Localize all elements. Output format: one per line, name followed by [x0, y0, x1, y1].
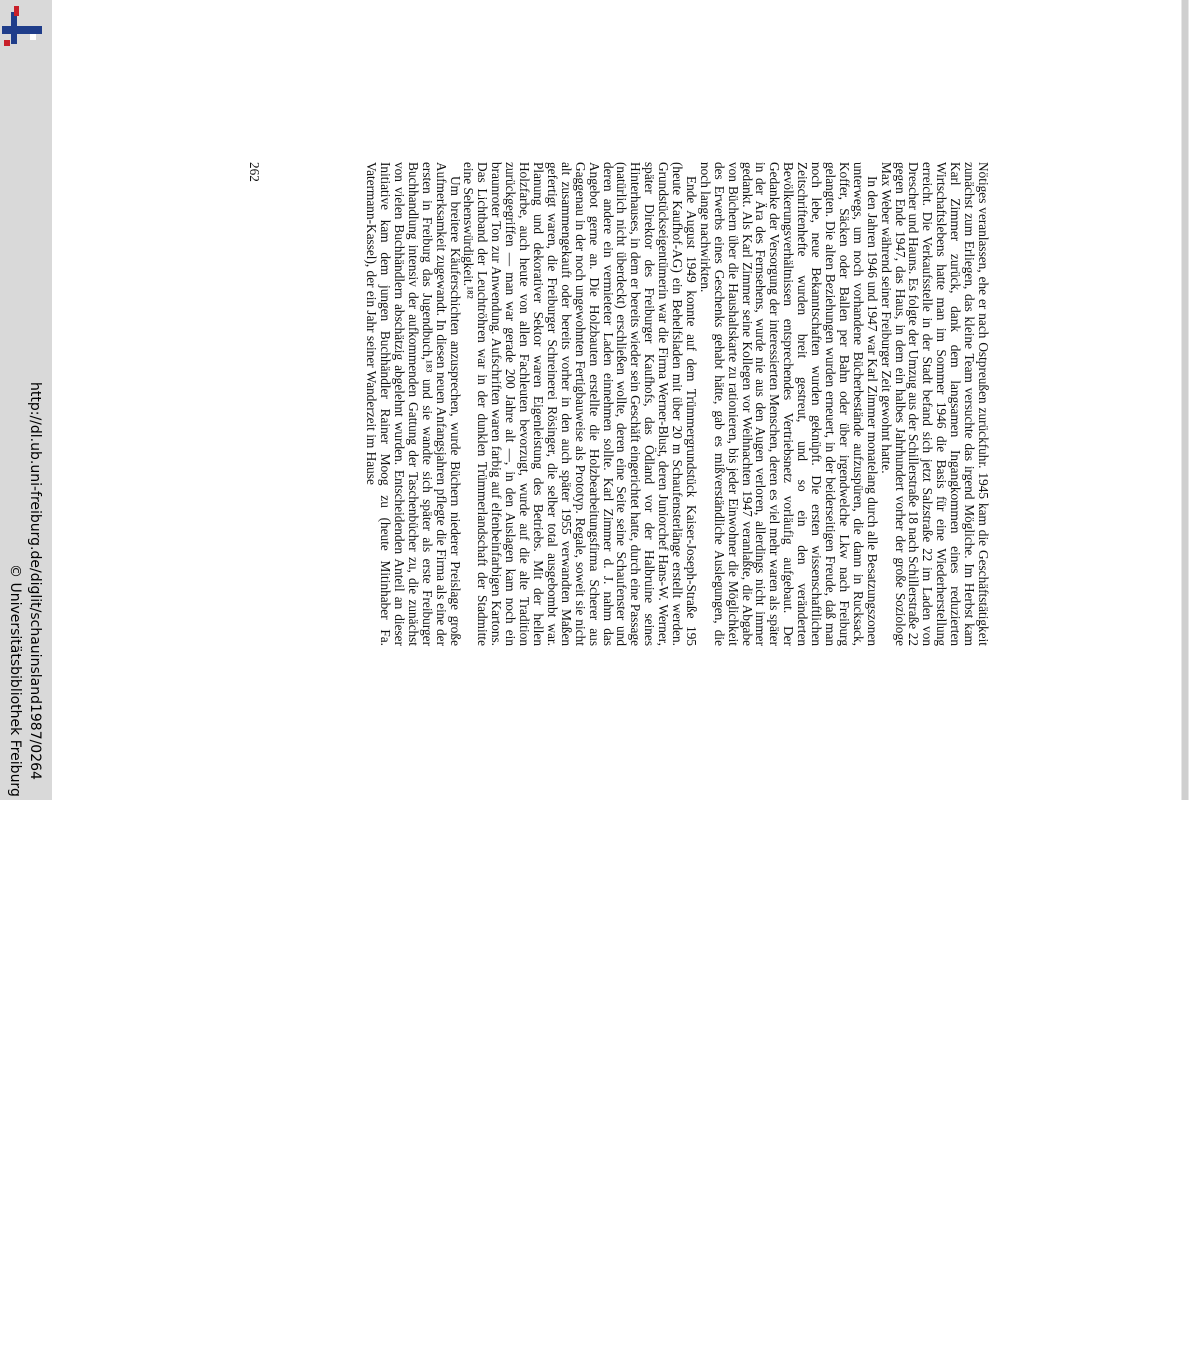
- paragraph-4: Um breitere Käuferschichten anzusprechen, wurde Büchern niederer Preislage große Aufmerksamkeit zugewandt. In diesen neuen Anfangsjahren pflegte die Firma als eine der ersten in Freiburg das Jugendbuch,¹⁸³ und sie wandte sich später als erste Freiburger Buchhandlung intensiv der aufkommenden Gattung der Taschenbücher zu, die zunächst von vielen Buchhändlern abschätzig abgelehnt wurden. Entscheidenden Anteil an dieser Initiative kam dem jungen Buchhändler Rainer Moog zu (heute Mitinhaber Fa. Vatermann-Kassel), der ein Jahr seiner Wanderzeit im Hause: [364, 162, 463, 646]
- paragraph-1: Nötiges veranlassen, ehe er nach Ostpreußen zurückfuhr. 1945 kam die Geschäftstätigkeit zunächst zum Erliegen, das kleine Team versuchte das irgend Mögliche. Im Herbst kam Karl Zimmer zurück, dank dem langsamen Ingangkommen eines reduzierten Wirtschaftslebens hatte man im Sommer 1946 die Basis für eine Wiederherstellung erreicht. Die Verkaufsstelle in der Stadt befand sich jetzt Salzstraße 22 im Laden von Drescher und Hauns. Es folgte der Umzug aus der Schillerstraße 18 nach Schillerstraße 22 gegen Ende 1947, das Haus, in dem ein halbes Jahrhundert vorher der große Soziologe Max Weber während seiner Freiburger Zeit gewohnt hatte.: [878, 162, 991, 646]
- vertical-scrollbar[interactable]: [1181, 0, 1189, 800]
- scrollbar-thumb[interactable]: [1182, 0, 1188, 800]
- copyright-notice: © Universitätsbibliothek Freiburg: [7, 564, 23, 797]
- viewer-sidebar: [0, 0, 52, 800]
- university-library-logo-icon: [2, 6, 42, 50]
- paragraph-3: Ende August 1949 konnte auf dem Trümmergrundstück Kaiser-Joseph-Straße 195 (heute Kaufhof-AG) ein Behelfsladen mit über 20 m Schaufensterlänge erstellt werden. Grundstückseigentümerin war die Firma Werner-Blust, deren Juniorchef Hans-W. Werner, später Direktor des Freiburger Kaufhofs, das Ödland vor der Halbruine seines Hinterhauses, in dem er bereits wieder sein Geschäft eingerichtet hatte, durch eine Passage (natürlich nicht überdeckt) erschließen wollte, deren eine Seite seine Schaufenster und deren andere ein vermieteter Laden einnehmen sollte. Karl Zimmer d. J. nahm das Angebot gerne an. Die Holzbauten erstellte die Holzbearbeitungsfirma Scherer aus Gaggenau in der noch ungewohnten Fertigbauweise als Prototyp. Regale, soweit sie nicht alt zusammengekauft oder bereits vorher in den auch später 1955 verwandten Maßen gefertigt waren, die Freiburger Schreinerei Rösinger, die selber total ausgebombt war. Planung und dekorativer Sektor waren Eigenleistung des Betriebs. Mit der hellen Holzfarbe, auch heute von allen Fachleuten bevorzugt, wurde auf die alte Tradition zurückgegriffen — man war gerade 200 Jahre alt —, in den Auslagen kam noch ein braunroter Ton zur Anwendung. Aufschriften waren farbig auf elfenbeinfarbigen Kartons. Das Lichtband der Leuchtröhren war in der dunklen Trümmerlandschaft der Stadmitte eine Sehenswürdigkeit.¹⁸²: [461, 162, 699, 646]
- page-text-block: [250, 162, 990, 646]
- page-number: 262: [247, 162, 262, 182]
- paragraph-2: In den Jahren 1946 und 1947 war Karl Zimmer monatelang durch alle Besatzungszonen unterwegs, um noch vorhandene Bücherbestände aufzuspüren, die dann in Rucksack, Koffer, Säcken oder Ballen per Bahn oder über irgendwelche Lkw nach Freiburg gelangten. Die alten Beziehungen wurden erneuert, in der beiderseitigen Freude, daß man noch lebe, neue Bekanntschaften wurden geknüpft. Die ersten wissenschaftlichen Zeitschriftenhefte wurden breit gestreut, und so ein den veränderten Bevölkerungsverhältnissen entsprechendes Vertriebsnetz vorläufig aufgebaut. Der Gedanke der Versorgung der interessierten Menschen, deren es viel mehr waren als später in der Ära des Fernsehens, wurde nie aus den Augen verloren, allerdings nicht immer gedankt. Als Karl Zimmer seine Kollegen vor Weihnachten 1947 veranlaßte, die Abgabe von Büchern über die Haushaltskarte zu rationieren, bis jeder Einwohner die Möglichkeit des Erwerbs eines Geschenks gehabt hätte, gab es mißverständliche Auslegungen, die noch lange nachwirkten.: [697, 162, 880, 646]
- source-url[interactable]: http://dl.ub.uni-freiburg.de/diglit/schauinsland1987/0264: [27, 382, 43, 780]
